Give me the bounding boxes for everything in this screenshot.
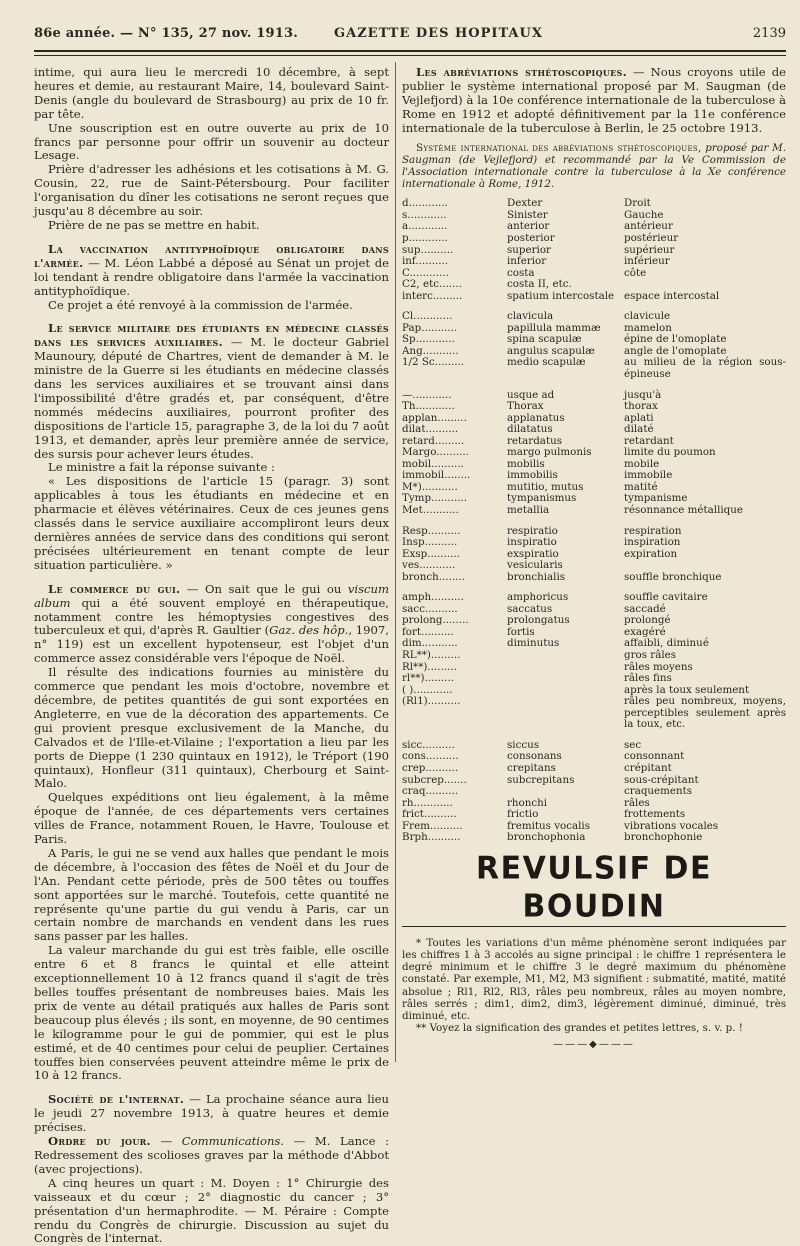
french-cell: au milieu de la région sous-épineuse: [624, 356, 786, 380]
gui-paragraph-4: A Paris, le gui ne se vend aux halles que pendant le mois de décembre, à l'occasion des fêtes de Noël et du Jour de l'An. Pendant cette période, près de 500 têtes ou touffes sont apportées sur le marché. Toutefois, cette quantité ne représente qu'une partie du gui vendu à Paris, car un certain nombre de marchands en vendent dans les rues sans passer par les halles.: [34, 845, 389, 944]
french-cell: résonnance métallique: [624, 504, 743, 517]
table-row: [402, 650, 786, 662]
table-row: [402, 673, 786, 685]
abbr-cell: interc.........: [402, 289, 463, 302]
french-cell: inférieur: [624, 255, 670, 268]
gui-viscum: viscum album: [34, 581, 389, 610]
abbr-cell: cons..........: [402, 750, 459, 763]
abbr-cell: Sp............: [402, 333, 455, 346]
latin-cell: vesicularis: [507, 559, 563, 572]
abbr-cell: mobil..........: [402, 457, 464, 470]
table-row: [402, 210, 786, 222]
page-number: 2139: [752, 26, 786, 41]
cinq-heures-paragraph: A cinq heures un quart : M. Doyen : 1° Chirurgie des vaisseaux et du cœur ; 2° diagnostic du cancer ; 3° présentation d'un hermaphrodite. — M. Péraire : Compte rendu du Congrès de chirurgie. Discussion au sujet du Congrès de l'internat.: [34, 1175, 389, 1246]
table-row: [402, 740, 786, 752]
latin-cell: papillula mammæ: [507, 321, 601, 334]
french-cell: crépitant: [624, 761, 672, 774]
ordre-du-jour: [34, 1135, 389, 1177]
french-cell: râles: [624, 796, 650, 809]
french-cell: limite du poumon: [624, 446, 716, 459]
intro-paragraph: intime, qui aura lieu le mercredi 10 décembre, à sept heures et demie, au restaurant Maire, 14, boulevard Saint-Denis (angle du boulevard de Strasbourg) au prix de 10 fr. par tête.: [34, 65, 389, 121]
table-row: [402, 357, 786, 380]
abbr-cell: C............: [402, 266, 449, 279]
table-row: [402, 323, 786, 335]
latin-cell: [507, 662, 624, 674]
french-cell: côte: [624, 266, 647, 279]
french-cell: bronchophonie: [624, 831, 703, 844]
latin-cell: respiratio: [507, 524, 558, 537]
abbr-cell: prolong........: [402, 614, 469, 627]
footnote-2: ** Voyez la signification des grandes et petites lettres, s. v. p. !: [416, 1022, 743, 1035]
french-cell: clavicule: [624, 310, 671, 323]
abbr-cell: craq..........: [402, 785, 459, 798]
french-cell: angle de l'omoplate: [624, 344, 727, 357]
table-row: [402, 615, 786, 627]
abbr-cell: dim...........: [402, 637, 458, 650]
french-cell: craquements: [624, 785, 693, 798]
souscription-paragraph: Une souscription est en outre ouverte au prix de 10 francs par personne pour offrir un souvenir au docteur Lesage.: [34, 120, 389, 163]
french-cell: dilaté: [624, 423, 654, 436]
table-spacer-cell: [402, 302, 786, 311]
abbr-cell: sacc..........: [402, 602, 458, 615]
latin-cell: anterior: [507, 220, 550, 233]
abbr-cell: Insp..........: [402, 536, 458, 549]
column-divider: [395, 62, 396, 1062]
latin-cell: frictio: [507, 808, 539, 821]
french-cell: immobile: [624, 469, 673, 482]
latin-cell: [507, 650, 624, 662]
abbr-cell: (Rl1)..........: [402, 695, 461, 708]
abbr-cell: C2, etc.......: [402, 278, 462, 291]
priere-paragraph: Prière d'adresser les adhésions et les cotisations à M. G. Cousin, 22, rue de Saint-Pétersbourg. Pour faciliter l'organisation du dîner les cotisations ne seront reçues que jusqu'au 8 décembre au soir.: [34, 162, 389, 219]
french-cell: respiration: [624, 524, 682, 537]
table-row: [402, 537, 786, 549]
latin-cell: Thorax: [507, 400, 544, 413]
vaccination-text-2: Ce projet a été renvoyé à la commission de l'armée.: [48, 297, 353, 312]
french-cell: prolongé: [624, 614, 671, 627]
latin-cell: costa II, etc.: [507, 278, 572, 291]
french-cell: espace intercostal: [624, 289, 720, 302]
french-cell: postérieur: [624, 231, 679, 244]
header-rule: [34, 50, 786, 52]
service-quote: « Les dispositions de l'article 15 (paragr. 3) sont applicables à tous les étudiants en médecine et en pharmacie et élèves vétérinaires. Ceux de ces jeunes gens classés dans le service auxiliaire accompliront leurs deux dernières années de service dans des conditions qui seront précisées ultérieurement en tenant compte de leur situation particulière. »: [34, 474, 389, 572]
french-cell: râles fins: [624, 672, 672, 685]
table-spacer: [402, 731, 786, 740]
table-row: [402, 798, 786, 810]
ordre-text: — M. Lance : Redressement des scolioses graves par la méthode d'Abbot (avec projections).: [34, 1134, 389, 1176]
table-row: [402, 786, 786, 798]
abbr-cell: sup..........: [402, 243, 454, 256]
abbr-cell: M*)...........: [402, 480, 458, 493]
table-row: [402, 505, 786, 517]
abbr-cell: immobil........: [402, 469, 471, 482]
latin-cell: medio scapulæ: [507, 356, 586, 369]
french-cell: aplati: [624, 411, 654, 424]
latin-cell: saccatus: [507, 602, 553, 615]
table-row: [402, 627, 786, 639]
abbr-cell: Pap...........: [402, 321, 458, 334]
french-cell: vibrations vocales: [624, 819, 719, 832]
internat-article: [34, 1093, 389, 1135]
abbreviation-table: [402, 198, 786, 843]
abbr-cell: dilat..........: [402, 423, 459, 436]
abbr-cell: subcrep.......: [402, 773, 467, 786]
french-cell: jusqu'à: [624, 388, 662, 401]
latin-cell: bronchophonia: [507, 831, 586, 844]
latin-cell: margo pulmonis: [507, 446, 592, 459]
french-cell: mobile: [624, 457, 660, 470]
latin-cell: exspiratio: [507, 547, 559, 560]
system-title-smallcaps: Système international des abréviations sthétoscopiques,: [416, 141, 702, 154]
abbr-cell: rh............: [402, 796, 453, 809]
abbr-cell: Met...........: [402, 504, 459, 517]
latin-cell: costa: [507, 266, 535, 279]
abbr-cell: 1/2 Sc.........: [402, 356, 465, 369]
table-row: [402, 809, 786, 821]
table-row: [402, 245, 786, 257]
abbr-cell: —............: [402, 388, 452, 401]
french-cell: antérieur: [624, 220, 673, 233]
publication-title: GAZETTE DES HOPITAUX: [334, 26, 543, 41]
gui-article: [34, 583, 389, 666]
abbr-cell: Tymp...........: [402, 492, 468, 505]
table-row: [402, 470, 786, 482]
abbr-cell: ves...........: [402, 559, 456, 572]
latin-cell: spatium intercostale: [507, 289, 615, 302]
abbr-cell: Cl............: [402, 310, 453, 323]
abbr-cell: sicc..........: [402, 738, 455, 751]
service-reponse: Le ministre a fait la réponse suivante :: [48, 460, 275, 475]
service-heading: Le service militaire des étudiants en médecine classés dans les services auxiliaires.: [34, 321, 389, 350]
table-row: [402, 549, 786, 561]
vaccination-heading: La vaccination antityphoïdique obligatoire dans l'armée.: [34, 241, 389, 270]
abbr-cell: bronch........: [402, 570, 465, 583]
latin-cell: metallia: [507, 504, 550, 517]
table-row: [402, 592, 786, 604]
latin-cell: bronchialis: [507, 570, 566, 583]
abbreviations-intro: — Nous croyons utile de publier le système international proposé par M. Saugman (de Vejlefjord) à la 10e conférence internationale de la tuberculose à Rome en 1912 et adopté définitivement par la 11e conférence internationale de la tuberculose à Berlin, le 25 octobre 1913.: [402, 65, 786, 135]
abbr-cell: a............: [402, 220, 448, 233]
table-row: [402, 221, 786, 233]
abbr-cell: Th............: [402, 400, 455, 413]
latin-cell: siccus: [507, 738, 540, 751]
french-cell: épine de l'omoplate: [624, 333, 727, 346]
latin-cell: crepitans: [507, 761, 556, 774]
abbr-cell: p............: [402, 231, 448, 244]
french-cell: gros râles: [624, 649, 677, 662]
latin-cell: dilatatus: [507, 423, 553, 436]
latin-cell: applanatus: [507, 411, 565, 424]
latin-cell: Sinister: [507, 208, 548, 221]
french-cell: thorax: [624, 400, 658, 413]
issue-info: 86e année. — N° 135, 27 nov. 1913.: [34, 26, 298, 41]
abbr-cell: retard.........: [402, 434, 465, 447]
footnotes: [402, 937, 786, 1035]
french-cell: consonnant: [624, 750, 685, 763]
latin-cell: [507, 696, 624, 731]
service-text: — M. le docteur Gabriel Maunoury, député de Chartres, vient de demander à M. le ministre de la Guerre si les étudiants en médecine classés dans les services auxiliaires et se trouvant ainsi dans l'impossibilité d'être gradés et, par conséquent, d'être nommés médecins auxiliaires, pourront profiter des dispositions de l'article 15, paragraphe 3, de la loi du 7 août 1913, et demander, après leur première année de service, des sursis pour achever leurs études.: [34, 335, 389, 461]
latin-cell: clavicula: [507, 310, 554, 323]
table-row: [402, 751, 786, 763]
table-row: [402, 401, 786, 413]
latin-cell: [507, 673, 624, 685]
internat-heading: Société de l'internat.: [48, 1092, 185, 1107]
french-cell: souffle cavitaire: [624, 591, 708, 604]
ordre-dash: —: [150, 1134, 182, 1149]
abbr-cell: Brph..........: [402, 831, 461, 844]
gui-paragraph-2: Il résulte des indications fournies au ministère du commerce que pendant les mois d'octobre, novembre et décembre, de petites quantités de gui sont exportées en Angleterre, en vue de la décoration des appartements. Ce gui provient presque exclusivement de la Manche, du Calvados et de l'Ille-et-Vilaine ; l'exportation a lieu par les ports de Dieppe (1 230 quintaux en 1912), le Tréport (190 quintaux), Honfleur (311 quintaux), Cherbourg et Saint-Malo.: [34, 665, 389, 791]
abbreviations-heading: Les abréviations sthétoscopiques.: [416, 65, 627, 79]
table-row: [402, 291, 786, 303]
french-cell: matité: [624, 480, 658, 493]
system-title-italic: proposé par M. Saugman (de Vejlefjord) et recommandé par la Ve Commission de l'Association internationale contre la tuberculose à la Xe conférence internationale à Rome, 1912.: [402, 141, 786, 191]
latin-cell: prolongatus: [507, 614, 570, 627]
french-cell: [624, 279, 786, 291]
latin-cell: amphoricus: [507, 591, 569, 604]
internat-text: — La prochaine séance aura lieu le jeudi 27 novembre 1913, à quatre heures et demie précises.: [34, 1092, 389, 1135]
table-row: [402, 696, 786, 731]
gui-text-a: — On sait que le gui ou: [180, 581, 348, 596]
right-column: [402, 66, 786, 1052]
french-cell: exagéré: [624, 625, 666, 638]
latin-cell: posterior: [507, 231, 555, 244]
french-cell: râles peu nombreux, moyens, perceptibles seulement après la toux, etc.: [624, 695, 786, 731]
abbr-cell: frict..........: [402, 808, 457, 821]
gui-paragraph-3: Quelques expéditions ont lieu également, à la même époque de l'année, de ces départements vers certaines villes de France, notamment Rouen, le Havre, Toulouse et Paris.: [34, 790, 389, 847]
vaccination-article: [34, 243, 389, 299]
table-row: [402, 526, 786, 538]
abbreviation-table-body: [402, 198, 786, 843]
left-column: [34, 66, 389, 1246]
revulsif-advertisement: REVULSIF DE BOUDIN: [476, 849, 712, 925]
abbr-cell: applan.........: [402, 411, 467, 424]
gui-paragraph-5: La valeur marchande du gui est très faible, elle oscille entre 6 et 8 francs le quintal et elle atteint exceptionnellement 10 à 12 francs quand il s'agit de très belles touffes présentant de nombreuses baies. Mais les prix de vente au détail pratiqués aux halles de Paris sont beaucoup plus élevés ; ils sont, en moyenne, de 90 centimes le kilogramme pour le gui de pommier, qui est le plus estimé, et de 40 centimes pour celui de peuplier. Certaines touffes bien conservées peuvent atteindre même le prix de 10 à 12 francs.: [34, 943, 389, 1083]
abbr-cell: RL**).........: [402, 649, 461, 662]
ornament: ———◆———: [553, 1039, 635, 1051]
french-cell: affaibli, diminué: [624, 637, 709, 650]
table-row: [402, 424, 786, 436]
table-row: [402, 256, 786, 268]
abbr-cell: amph..........: [402, 591, 464, 604]
table-row: [402, 413, 786, 425]
latin-cell: inspiratio: [507, 536, 557, 549]
french-cell: frottements: [624, 808, 686, 821]
latin-cell: subcrepitans: [507, 773, 575, 786]
latin-cell: rhonchi: [507, 796, 548, 809]
abbr-cell: Frem..........: [402, 819, 463, 832]
header-rule-thin: [34, 55, 786, 56]
abbr-cell: Margo..........: [402, 446, 469, 459]
latin-cell: Dexter: [507, 197, 543, 210]
latin-cell: immobilis: [507, 469, 558, 482]
table-spacer: [402, 302, 786, 311]
system-title: [402, 142, 786, 191]
french-cell: inspiration: [624, 536, 681, 549]
latin-cell: usque ad: [507, 388, 555, 401]
table-row: [402, 390, 786, 402]
table-spacer: [402, 381, 786, 390]
latin-cell: angulus scapulæ: [507, 344, 595, 357]
service-article: [34, 322, 389, 461]
french-cell: expiration: [624, 547, 678, 560]
latin-cell: inferior: [507, 255, 547, 268]
latin-cell: retardatus: [507, 434, 562, 447]
table-row: [402, 763, 786, 775]
table-row: [402, 832, 786, 844]
latin-cell: tympanismus: [507, 492, 577, 505]
latin-cell: fremitus vocalis: [507, 819, 591, 832]
abbr-cell: inf..........: [402, 255, 449, 268]
advertisement-rule: [402, 926, 786, 927]
page-header: [34, 26, 786, 46]
french-cell: Droit: [624, 197, 651, 210]
gui-heading: Le commerce du gui.: [48, 581, 181, 596]
french-cell: supérieur: [624, 243, 675, 256]
french-cell: sec: [624, 738, 642, 751]
french-cell: après la toux seulement: [624, 683, 750, 696]
latin-cell: fortis: [507, 625, 535, 638]
abbr-cell: rl**).........: [402, 672, 454, 685]
vaccination-text: — M. Léon Labbé a déposé au Sénat un projet de loi tendant à rendre obligatoire dans l'armée la vaccination antityphoïdique.: [34, 255, 389, 298]
french-cell: tympanisme: [624, 492, 688, 505]
latin-cell: mobilis: [507, 457, 545, 470]
table-row: [402, 662, 786, 674]
latin-cell: spina scapulæ: [507, 333, 582, 346]
table-row: [402, 279, 786, 291]
table-spacer-cell: [402, 381, 786, 390]
table-row: [402, 198, 786, 210]
abbr-cell: fort..........: [402, 625, 454, 638]
latin-cell: consonans: [507, 750, 562, 763]
abbr-cell: d............: [402, 197, 448, 210]
abbr-cell: ( )............: [402, 683, 453, 696]
latin-cell: diminutus: [507, 637, 560, 650]
french-cell: râles moyens: [624, 660, 693, 673]
table-row: [402, 233, 786, 245]
latin-cell: mutitio, mutus: [507, 480, 584, 493]
french-cell: souffle bronchique: [624, 570, 722, 583]
abbreviations-article: [402, 66, 786, 136]
abbr-cell: Rl**).........: [402, 660, 457, 673]
gui-text-b: qui a été souvent employé en thérapeutique, notamment contre les hémoptysies congestives des tuberculeux et qui, d'après R. Gaultier (: [34, 595, 389, 638]
french-cell: mamelon: [624, 321, 672, 334]
abbr-cell: Resp..........: [402, 524, 461, 537]
ordre-heading: Ordre du jour.: [48, 1134, 151, 1149]
table-spacer-cell: [402, 731, 786, 740]
table-row: [402, 775, 786, 787]
table-row: [402, 572, 786, 584]
french-cell: saccadé: [624, 602, 666, 615]
french-cell: sous-crépitant: [624, 773, 699, 786]
latin-cell: [507, 685, 624, 697]
ordre-communications: Communications.: [181, 1134, 285, 1149]
french-cell: Gauche: [624, 208, 664, 221]
abbr-cell: Ang...........: [402, 344, 459, 357]
abbr-cell: crep..........: [402, 761, 459, 774]
gui-reference: Gaz. des hôp.: [269, 623, 349, 638]
latin-cell: superior: [507, 243, 551, 256]
priere-paragraph-2: Prière de ne pas se mettre en habit.: [48, 217, 260, 232]
footnote-1: * Toutes les variations d'un même phénomène seront indiquées par les chiffres 1 à 3 accolés au signe principal : le chiffre 1 représentera le degré minimum et le chiffre 3 le degré maximum du phénomène constaté. Par exemple, M1, M2, M3 signifient : submatité, matité, matité absolue ; Rl1, Rl2, Rl3, râles peu nombreux, râles au moyen nombre, râles serrés ; dim1, dim2, dim3, légèrement diminué, diminué, très diminué, etc.: [402, 936, 786, 1022]
abbr-cell: s............: [402, 208, 447, 221]
abbr-cell: Exsp..........: [402, 547, 460, 560]
latin-cell: [507, 786, 624, 798]
gui-text-c: , 1907, n° 119) est un excellent hypotenseur, est l'objet d'un commerce assez considérable vers l'époque de Noël.: [34, 623, 389, 666]
french-cell: retardant: [624, 434, 674, 447]
